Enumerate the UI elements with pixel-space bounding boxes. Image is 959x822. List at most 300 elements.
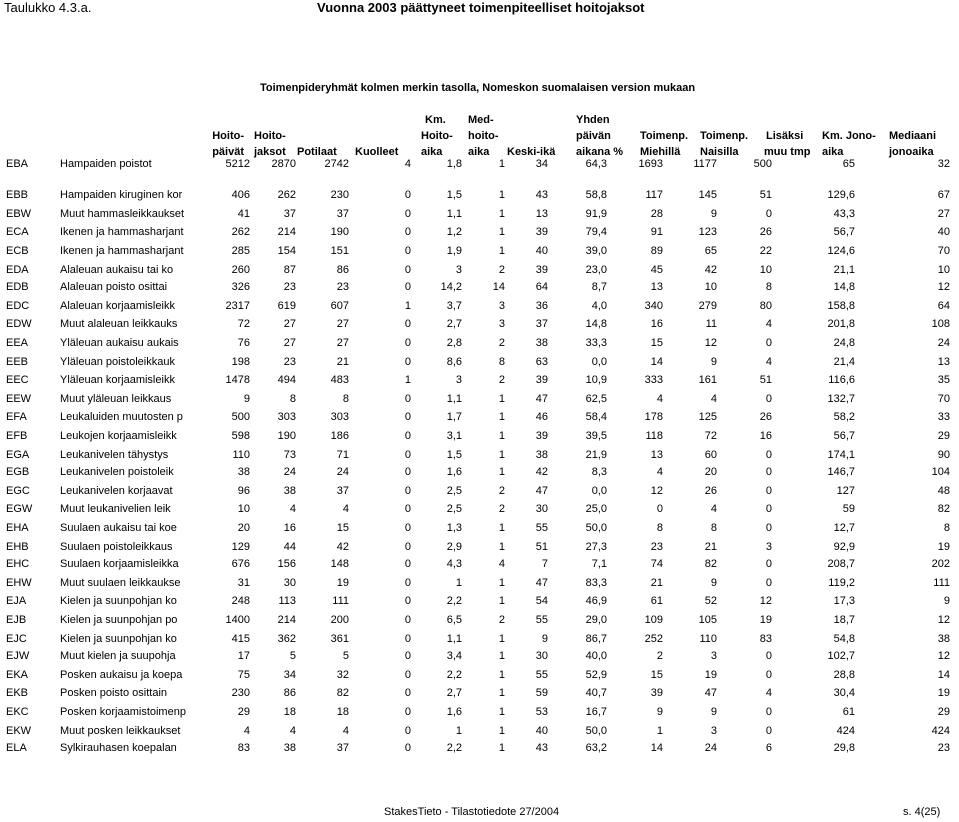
cell-potilaat: 24 xyxy=(336,466,349,478)
cell-potilaat: 37 xyxy=(336,484,349,497)
cell-hoitojaksot: 4 xyxy=(289,503,296,516)
cell-procedure: Posken poisto osittain xyxy=(60,687,168,700)
cell-procedure: Hampaiden poistot xyxy=(60,158,152,170)
cell-mediaani-jonoaika: 64 xyxy=(937,299,950,312)
cell-km-jonoaika: 127 xyxy=(836,484,855,497)
cell-kuolleet: 0 xyxy=(404,207,411,220)
cell-toimenp-naisilla: 65 xyxy=(704,245,717,258)
cell-lisaksi: 0 xyxy=(765,668,772,681)
cell-code: EJW xyxy=(6,650,30,662)
cell-lisaksi: 0 xyxy=(765,724,772,737)
page-subtitle: Toimenpideryhmät kolmen merkin tasolla, Nomeskon suomalaisen version mukaan xyxy=(260,82,696,94)
cell-potilaat: 19 xyxy=(336,576,349,589)
cell-toimenp-naisilla: 60 xyxy=(704,448,717,461)
cell-km-jonoaika: 12,7 xyxy=(833,522,855,535)
cell-km-hoitoaika: 1 xyxy=(455,576,462,589)
cell-hoitopaivat: 9 xyxy=(243,392,250,405)
cell-med-hoitoaika: 2 xyxy=(498,614,505,627)
cell-procedure: Hampaiden kiruginen kor xyxy=(60,189,183,201)
cell-yhden-paivan: 29,0 xyxy=(585,614,607,627)
cell-yhden-paivan: 58,8 xyxy=(585,189,607,201)
cell-km-jonoaika: 14,8 xyxy=(833,281,855,293)
cell-km-jonoaika: 124,6 xyxy=(827,245,855,258)
cell-toimenp-miehilla: 14 xyxy=(650,355,663,368)
cell-mediaani-jonoaika: 202 xyxy=(931,558,950,570)
cell-keski-ika: 9 xyxy=(541,632,548,645)
cell-yhden-paivan: 79,4 xyxy=(585,226,607,239)
cell-km-hoitoaika: 1,9 xyxy=(446,245,462,258)
cell-med-hoitoaika: 1 xyxy=(498,724,505,737)
cell-hoitojaksot: 113 xyxy=(278,595,296,608)
cell-code: EKC xyxy=(6,706,29,719)
cell-procedure: Suulaen poistoleikkaus xyxy=(60,540,173,553)
cell-kuolleet: 0 xyxy=(404,576,411,589)
cell-hoitojaksot: 38 xyxy=(283,742,296,754)
cell-hoitopaivat: 31 xyxy=(237,576,250,589)
cell-keski-ika: 38 xyxy=(535,337,548,350)
cell-keski-ika: 7 xyxy=(541,558,548,570)
cell-mediaani-jonoaika: 70 xyxy=(937,245,950,258)
cell-mediaani-jonoaika: 24 xyxy=(937,337,950,350)
cell-yhden-paivan: 27,3 xyxy=(585,540,607,553)
cell-lisaksi: 0 xyxy=(765,576,772,589)
cell-code: EBA xyxy=(6,158,29,170)
cell-toimenp-naisilla: 161 xyxy=(698,374,717,386)
cell-yhden-paivan: 7,1 xyxy=(591,558,607,570)
cell-kuolleet: 0 xyxy=(404,503,411,516)
cell-med-hoitoaika: 1 xyxy=(498,706,505,719)
cell-km-hoitoaika: 3,4 xyxy=(446,650,462,662)
cell-code: EBW xyxy=(6,207,32,220)
cell-code: EHC xyxy=(6,558,30,570)
cell-hoitojaksot: 5 xyxy=(289,650,296,662)
cell-mediaani-jonoaika: 14 xyxy=(937,668,950,681)
cell-lisaksi: 16 xyxy=(759,430,772,443)
cell-code: ECA xyxy=(6,226,29,239)
cell-mediaani-jonoaika: 108 xyxy=(931,318,950,331)
cell-procedure: Leukanivelen korjaavat xyxy=(60,484,173,497)
cell-lisaksi: 0 xyxy=(765,650,772,662)
cell-code: EEA xyxy=(6,337,29,350)
cell-hoitojaksot: 87 xyxy=(283,263,296,276)
cell-hoitopaivat: 248 xyxy=(231,595,250,608)
cell-toimenp-miehilla: 23 xyxy=(650,540,663,553)
cell-toimenp-miehilla: 1693 xyxy=(638,158,663,170)
cell-procedure: Yläleuan poistoleikkauk xyxy=(60,355,175,368)
cell-code: EFB xyxy=(6,430,28,443)
cell-potilaat: 32 xyxy=(336,668,349,681)
cell-hoitojaksot: 30 xyxy=(283,576,296,589)
cell-kuolleet: 0 xyxy=(404,466,411,478)
cell-yhden-paivan: 50,0 xyxy=(585,724,607,737)
cell-med-hoitoaika: 2 xyxy=(498,263,505,276)
cell-procedure: Posken aukaisu ja koepa xyxy=(60,668,183,681)
cell-procedure: Muut suulaen leikkaukse xyxy=(60,576,181,589)
cell-code: EDC xyxy=(6,299,30,312)
cell-keski-ika: 42 xyxy=(535,466,548,478)
cell-med-hoitoaika: 2 xyxy=(498,484,505,497)
cell-procedure: Ikenen ja hammasharjant xyxy=(60,245,184,258)
cell-kuolleet: 0 xyxy=(404,540,411,553)
cell-keski-ika: 55 xyxy=(535,614,548,627)
cell-keski-ika: 43 xyxy=(535,742,548,754)
cell-yhden-paivan: 52,9 xyxy=(585,668,607,681)
cell-km-hoitoaika: 1,3 xyxy=(446,522,462,535)
cell-yhden-paivan: 64,3 xyxy=(585,158,607,170)
cell-procedure: Muut kielen ja suupohja xyxy=(60,650,176,662)
cell-procedure: Kielen ja suunpohjan ko xyxy=(60,632,177,645)
cell-procedure: Yläleuan korjaamisleikk xyxy=(60,374,175,386)
cell-kuolleet: 0 xyxy=(404,484,411,497)
cell-toimenp-miehilla: 0 xyxy=(656,503,663,516)
cell-toimenp-naisilla: 125 xyxy=(698,411,717,424)
cell-med-hoitoaika: 1 xyxy=(498,245,505,258)
cell-yhden-paivan: 46,9 xyxy=(585,595,607,608)
cell-hoitojaksot: 8 xyxy=(289,392,296,405)
cell-hoitojaksot: 214 xyxy=(277,614,296,627)
cell-lisaksi: 3 xyxy=(765,540,772,553)
cell-kuolleet: 0 xyxy=(404,392,411,405)
cell-km-hoitoaika: 4,3 xyxy=(446,558,462,570)
cell-code: EDW xyxy=(6,318,32,331)
cell-code: EJC xyxy=(6,632,27,645)
cell-toimenp-miehilla: 39 xyxy=(650,687,663,700)
cell-km-hoitoaika: 6,5 xyxy=(446,614,462,627)
cell-kuolleet: 0 xyxy=(404,650,411,662)
cell-toimenp-miehilla: 118 xyxy=(645,430,663,443)
cell-toimenp-naisilla: 12 xyxy=(704,337,717,350)
cell-hoitojaksot: 16 xyxy=(283,522,296,535)
cell-km-hoitoaika: 8,6 xyxy=(446,355,462,368)
cell-procedure: Leukojen korjaamisleikk xyxy=(60,430,177,443)
cell-km-jonoaika: 146,7 xyxy=(827,466,855,478)
cell-kuolleet: 1 xyxy=(404,299,411,312)
cell-mediaani-jonoaika: 70 xyxy=(937,392,950,405)
cell-toimenp-miehilla: 13 xyxy=(650,448,663,461)
cell-lisaksi: 0 xyxy=(765,484,772,497)
cell-km-hoitoaika: 14,2 xyxy=(440,281,462,293)
cell-hoitojaksot: 23 xyxy=(283,281,296,293)
cell-km-hoitoaika: 2,9 xyxy=(446,540,462,553)
cell-potilaat: 2742 xyxy=(324,158,349,170)
cell-kuolleet: 0 xyxy=(404,430,411,443)
cell-procedure: Leukanivelen tähystys xyxy=(60,448,169,461)
cell-toimenp-naisilla: 4 xyxy=(710,503,717,516)
cell-toimenp-naisilla: 47 xyxy=(704,687,717,700)
cell-hoitojaksot: 619 xyxy=(277,299,296,312)
cell-kuolleet: 0 xyxy=(404,448,411,461)
table-label: Taulukko 4.3.a. xyxy=(4,0,92,15)
cell-km-jonoaika: 18,7 xyxy=(833,614,855,627)
cell-hoitopaivat: 29 xyxy=(237,706,250,719)
cell-med-hoitoaika: 3 xyxy=(498,318,505,331)
cell-toimenp-naisilla: 72 xyxy=(704,430,717,443)
cell-mediaani-jonoaika: 82 xyxy=(937,503,950,516)
cell-kuolleet: 0 xyxy=(404,706,411,719)
cell-km-hoitoaika: 1 xyxy=(455,724,462,737)
cell-code: EHB xyxy=(6,540,29,553)
cell-kuolleet: 0 xyxy=(404,614,411,627)
cell-procedure: Suulaen korjaamisleikka xyxy=(60,558,179,570)
cell-toimenp-miehilla: 8 xyxy=(656,522,663,535)
cell-mediaani-jonoaika: 67 xyxy=(937,189,950,201)
cell-hoitojaksot: 156 xyxy=(277,558,296,570)
cell-yhden-paivan: 25,0 xyxy=(585,503,607,516)
cell-hoitojaksot: 34 xyxy=(283,668,296,681)
cell-keski-ika: 47 xyxy=(535,392,548,405)
cell-hoitopaivat: 326 xyxy=(231,281,250,293)
cell-keski-ika: 55 xyxy=(535,522,548,535)
cell-yhden-paivan: 0,0 xyxy=(591,484,607,497)
cell-km-jonoaika: 65 xyxy=(842,158,855,170)
cell-keski-ika: 39 xyxy=(535,430,548,443)
cell-km-jonoaika: 17,3 xyxy=(833,595,855,608)
header-kuolleet: Kuolleet xyxy=(355,146,399,158)
cell-keski-ika: 55 xyxy=(535,668,548,681)
cell-toimenp-naisilla: 4 xyxy=(710,392,717,405)
cell-kuolleet: 0 xyxy=(404,226,411,239)
cell-hoitopaivat: 1400 xyxy=(225,614,250,627)
cell-mediaani-jonoaika: 13 xyxy=(937,355,950,368)
cell-km-jonoaika: 29,8 xyxy=(833,742,855,754)
cell-toimenp-naisilla: 20 xyxy=(704,466,717,478)
cell-toimenp-miehilla: 13 xyxy=(650,281,663,293)
cell-potilaat: 23 xyxy=(336,281,349,293)
cell-km-jonoaika: 28,8 xyxy=(833,668,855,681)
cell-toimenp-miehilla: 14 xyxy=(650,742,663,754)
cell-toimenp-naisilla: 10 xyxy=(704,281,717,293)
cell-med-hoitoaika: 1 xyxy=(498,650,505,662)
cell-hoitojaksot: 37 xyxy=(283,207,296,220)
cell-code: EDA xyxy=(6,263,29,276)
cell-toimenp-naisilla: 42 xyxy=(704,263,717,276)
cell-hoitopaivat: 38 xyxy=(237,466,250,478)
cell-km-jonoaika: 43,3 xyxy=(833,207,855,220)
cell-hoitojaksot: 38 xyxy=(283,484,296,497)
cell-procedure: Kielen ja suunpohjan ko xyxy=(60,595,177,608)
cell-lisaksi: 0 xyxy=(765,503,772,516)
cell-code: EEW xyxy=(6,392,32,405)
cell-km-hoitoaika: 3,1 xyxy=(446,430,462,443)
cell-lisaksi: 19 xyxy=(759,614,772,627)
cell-hoitopaivat: 2317 xyxy=(225,299,250,312)
cell-kuolleet: 0 xyxy=(404,355,411,368)
cell-potilaat: 42 xyxy=(336,540,349,553)
cell-lisaksi: 83 xyxy=(759,632,772,645)
cell-km-hoitoaika: 1,5 xyxy=(446,189,462,201)
cell-med-hoitoaika: 2 xyxy=(498,337,505,350)
cell-lisaksi: 10 xyxy=(759,263,772,276)
cell-km-jonoaika: 56,7 xyxy=(833,430,855,443)
cell-km-hoitoaika: 1,1 xyxy=(446,392,462,405)
cell-km-hoitoaika: 2,2 xyxy=(446,668,462,681)
cell-keski-ika: 30 xyxy=(535,503,548,516)
cell-yhden-paivan: 0,0 xyxy=(591,355,607,368)
cell-lisaksi: 4 xyxy=(765,355,772,368)
cell-procedure: Leukanivelen poistoleik xyxy=(60,466,174,478)
cell-yhden-paivan: 62,5 xyxy=(585,392,607,405)
cell-hoitopaivat: 96 xyxy=(237,484,250,497)
cell-hoitojaksot: 262 xyxy=(277,189,296,201)
cell-hoitopaivat: 75 xyxy=(237,668,250,681)
cell-hoitojaksot: 24 xyxy=(283,466,296,478)
cell-hoitopaivat: 17 xyxy=(237,650,250,662)
cell-hoitojaksot: 4 xyxy=(289,724,296,737)
cell-km-hoitoaika: 1,8 xyxy=(446,158,462,170)
cell-med-hoitoaika: 1 xyxy=(498,189,505,201)
cell-med-hoitoaika: 4 xyxy=(498,558,505,570)
cell-med-hoitoaika: 1 xyxy=(498,158,505,170)
cell-mediaani-jonoaika: 12 xyxy=(937,281,950,293)
cell-toimenp-miehilla: 15 xyxy=(650,668,663,681)
cell-lisaksi: 80 xyxy=(759,299,772,312)
cell-potilaat: 151 xyxy=(330,245,349,258)
cell-km-hoitoaika: 2,2 xyxy=(446,742,462,754)
cell-med-hoitoaika: 1 xyxy=(498,576,505,589)
cell-lisaksi: 6 xyxy=(765,742,772,754)
cell-code: EKB xyxy=(6,687,29,700)
cell-keski-ika: 51 xyxy=(535,540,548,553)
cell-km-jonoaika: 424 xyxy=(836,724,855,737)
cell-km-jonoaika: 24,8 xyxy=(833,337,855,350)
cell-procedure: Kielen ja suunpohjan po xyxy=(60,614,178,627)
cell-toimenp-naisilla: 3 xyxy=(710,724,717,737)
cell-yhden-paivan: 40,0 xyxy=(585,650,607,662)
cell-procedure: Suulaen aukaisu tai koe xyxy=(60,522,177,535)
cell-km-jonoaika: 102,7 xyxy=(827,650,855,662)
cell-toimenp-naisilla: 1177 xyxy=(693,158,717,170)
cell-hoitojaksot: 303 xyxy=(277,411,296,424)
cell-km-jonoaika: 30,4 xyxy=(833,687,855,700)
cell-potilaat: 4 xyxy=(342,724,349,737)
cell-keski-ika: 53 xyxy=(535,706,548,719)
cell-mediaani-jonoaika: 9 xyxy=(943,595,950,608)
cell-km-jonoaika: 158,8 xyxy=(827,299,855,312)
cell-lisaksi: 0 xyxy=(765,522,772,535)
cell-hoitopaivat: 676 xyxy=(231,558,250,570)
cell-procedure: Muut posken leikkaukset xyxy=(60,724,181,737)
footer-source: StakesTieto - Tilastotiedote 27/2004 xyxy=(384,806,560,818)
cell-km-hoitoaika: 3 xyxy=(455,374,462,386)
cell-hoitojaksot: 2870 xyxy=(271,158,296,170)
cell-lisaksi: 0 xyxy=(765,466,772,478)
cell-keski-ika: 59 xyxy=(535,687,548,700)
cell-potilaat: 230 xyxy=(330,189,349,201)
cell-km-jonoaika: 58,2 xyxy=(833,411,855,424)
cell-hoitopaivat: 406 xyxy=(231,189,250,201)
cell-hoitopaivat: 198 xyxy=(231,355,250,368)
cell-toimenp-miehilla: 91 xyxy=(650,226,663,239)
cell-hoitojaksot: 18 xyxy=(283,706,296,719)
cell-yhden-paivan: 8,3 xyxy=(591,466,607,478)
cell-km-hoitoaika: 1,2 xyxy=(446,226,462,239)
cell-code: EEB xyxy=(6,355,29,368)
cell-kuolleet: 0 xyxy=(404,245,411,258)
cell-toimenp-naisilla: 11 xyxy=(705,318,717,331)
cell-potilaat: 607 xyxy=(330,299,349,312)
cell-km-jonoaika: 56,7 xyxy=(833,226,855,239)
cell-code: EGB xyxy=(6,466,30,478)
cell-med-hoitoaika: 1 xyxy=(498,595,505,608)
cell-potilaat: 82 xyxy=(336,687,349,700)
cell-procedure: Alaleuan korjaamisleikk xyxy=(60,299,175,312)
cell-procedure: Yläleuan aukaisu aukais xyxy=(60,337,179,350)
cell-potilaat: 190 xyxy=(330,226,349,239)
cell-toimenp-naisilla: 19 xyxy=(704,668,717,681)
cell-kuolleet: 0 xyxy=(404,724,411,737)
cell-toimenp-naisilla: 9 xyxy=(710,706,717,719)
cell-hoitojaksot: 190 xyxy=(277,430,296,443)
cell-lisaksi: 51 xyxy=(759,189,772,201)
cell-code: EKW xyxy=(6,724,32,737)
cell-hoitopaivat: 262 xyxy=(231,226,250,239)
cell-potilaat: 8 xyxy=(342,392,349,405)
cell-lisaksi: 26 xyxy=(759,411,772,424)
cell-keski-ika: 64 xyxy=(535,281,548,293)
cell-hoitopaivat: 129 xyxy=(231,540,250,553)
cell-toimenp-miehilla: 16 xyxy=(650,318,663,331)
cell-lisaksi: 26 xyxy=(759,226,772,239)
cell-km-hoitoaika: 2,7 xyxy=(446,318,462,331)
cell-med-hoitoaika: 1 xyxy=(498,742,505,754)
cell-code: EGC xyxy=(6,484,30,497)
cell-toimenp-miehilla: 21 xyxy=(650,576,663,589)
cell-potilaat: 86 xyxy=(336,263,349,276)
cell-potilaat: 18 xyxy=(336,706,349,719)
cell-hoitojaksot: 44 xyxy=(283,540,296,553)
cell-toimenp-miehilla: 109 xyxy=(644,614,663,627)
cell-lisaksi: 4 xyxy=(765,687,772,700)
cell-km-jonoaika: 61 xyxy=(842,706,855,719)
cell-mediaani-jonoaika: 33 xyxy=(937,411,950,424)
cell-toimenp-miehilla: 2 xyxy=(656,650,663,662)
header-keski-ika: Keski-ikä xyxy=(507,146,556,158)
cell-mediaani-jonoaika: 104 xyxy=(931,466,950,478)
cell-potilaat: 71 xyxy=(336,448,349,461)
cell-keski-ika: 30 xyxy=(535,650,548,662)
cell-toimenp-naisilla: 105 xyxy=(698,614,717,627)
cell-code: EHA xyxy=(6,522,29,535)
cell-mediaani-jonoaika: 10 xyxy=(937,263,950,276)
cell-med-hoitoaika: 1 xyxy=(498,632,505,645)
cell-lisaksi: 0 xyxy=(765,558,772,570)
cell-code: ECB xyxy=(6,245,29,258)
cell-keski-ika: 46 xyxy=(535,411,548,424)
cell-toimenp-miehilla: 89 xyxy=(650,245,663,258)
page-title: Vuonna 2003 päättyneet toimenpiteelliset hoitojaksot xyxy=(317,0,645,15)
cell-hoitojaksot: 27 xyxy=(283,337,296,350)
cell-toimenp-miehilla: 12 xyxy=(650,484,663,497)
cell-mediaani-jonoaika: 19 xyxy=(937,540,950,553)
cell-kuolleet: 1 xyxy=(404,374,411,386)
cell-lisaksi: 22 xyxy=(759,245,772,258)
cell-code: EEC xyxy=(6,374,29,386)
cell-hoitojaksot: 27 xyxy=(283,318,296,331)
cell-lisaksi: 0 xyxy=(765,392,772,405)
cell-code: EJB xyxy=(6,614,27,627)
cell-mediaani-jonoaika: 12 xyxy=(937,614,950,627)
cell-hoitojaksot: 214 xyxy=(277,226,296,239)
cell-procedure: Ikenen ja hammasharjant xyxy=(60,226,184,239)
cell-mediaani-jonoaika: 32 xyxy=(937,158,950,170)
cell-hoitojaksot: 23 xyxy=(283,355,296,368)
cell-yhden-paivan: 39,5 xyxy=(585,430,607,443)
cell-yhden-paivan: 63,2 xyxy=(585,742,607,754)
cell-code: EJA xyxy=(6,595,27,608)
cell-mediaani-jonoaika: 111 xyxy=(933,576,950,589)
cell-hoitopaivat: 72 xyxy=(237,318,250,331)
cell-yhden-paivan: 14,8 xyxy=(585,318,607,331)
